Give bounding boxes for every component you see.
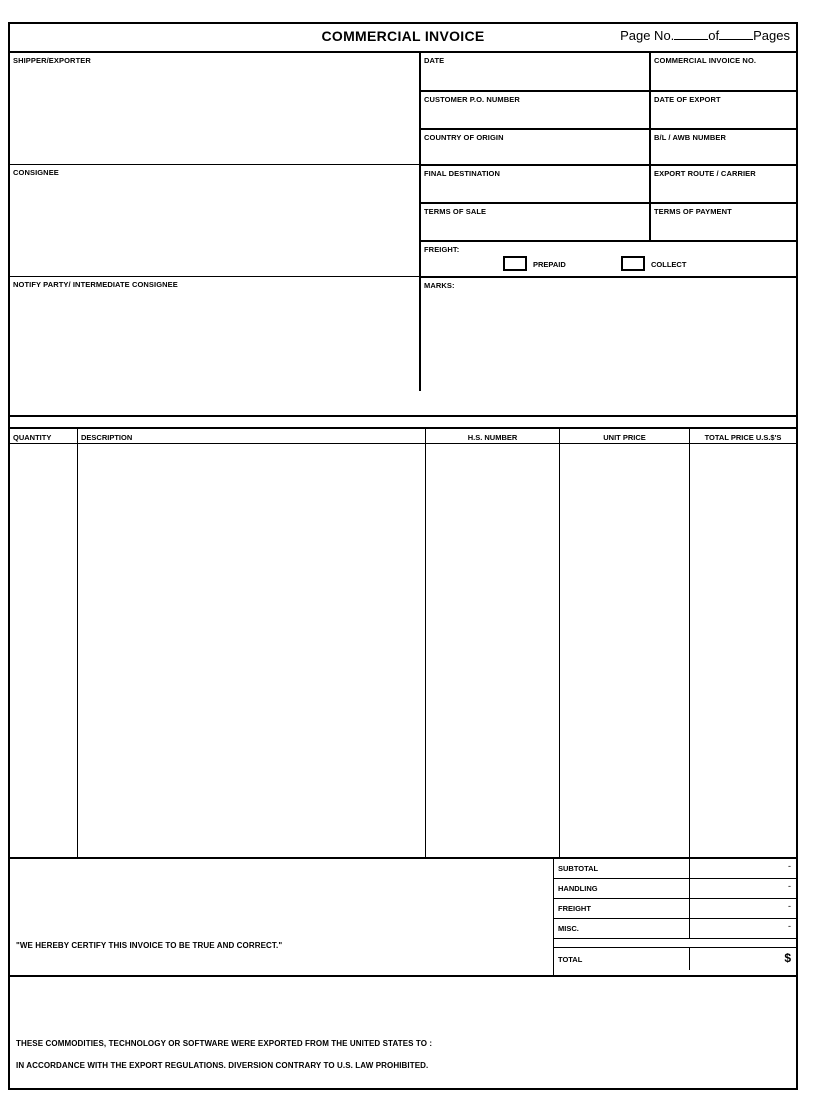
column-header-hs-number: H.S. NUMBER: [426, 429, 560, 444]
final-destination-field[interactable]: [420, 165, 650, 203]
form-header: [10, 24, 796, 53]
total-value[interactable]: $: [784, 951, 791, 965]
quantity-column-body[interactable]: [10, 444, 78, 859]
marks-label: MARKS:: [424, 281, 455, 290]
consignee-label: CONSIGNEE: [13, 168, 59, 177]
column-header-quantity: QUANTITY: [10, 429, 78, 444]
export-statement-line-2: IN ACCORDANCE WITH THE EXPORT REGULATIONS. DIVERSION CONTRARY TO U.S. LAW PROHIBITED.: [16, 1061, 429, 1070]
country-of-origin-label: COUNTRY OF ORIGIN: [424, 133, 504, 142]
export-route-carrier-label: EXPORT ROUTE / CARRIER: [654, 169, 756, 178]
column-header-unit-price: UNIT PRICE: [560, 429, 690, 444]
hs-number-column-body[interactable]: [426, 444, 560, 859]
freight-prepaid-checkbox[interactable]: [503, 256, 527, 271]
export-statement-block: [10, 977, 796, 1080]
totals-and-certification-block: [10, 859, 796, 977]
customer-po-label: CUSTOMER P.O. NUMBER: [424, 95, 520, 104]
invoice-number-label: COMMERCIAL INVOICE NO.: [654, 56, 757, 65]
export-statement-line-1: THESE COMMODITIES, TECHNOLOGY OR SOFTWARE WERE EXPORTED FROM THE UNITED STATES TO :: [16, 1039, 433, 1048]
bl-awb-number-label: B/L / AWB NUMBER: [654, 133, 727, 142]
handling-label: HANDLING: [554, 879, 690, 899]
terms-of-payment-field[interactable]: [650, 203, 796, 241]
freight-options: [421, 256, 796, 276]
misc-value[interactable]: -: [690, 919, 796, 939]
freight-prepaid-label: PREPAID: [533, 260, 566, 269]
page-number-field: [620, 28, 790, 43]
page-no-blank[interactable]: [674, 39, 708, 40]
misc-label: MISC.: [554, 919, 690, 939]
column-header-total-price: TOTAL PRICE U.S.$'S: [690, 429, 796, 444]
freight-terms-field: [420, 241, 796, 277]
date-field[interactable]: [420, 53, 650, 91]
customer-po-field[interactable]: [420, 91, 650, 129]
unit-price-column-body[interactable]: [560, 444, 690, 859]
date-of-export-field[interactable]: [650, 91, 796, 129]
export-route-carrier-field[interactable]: [650, 165, 796, 203]
freight-label: FREIGHT:: [424, 245, 460, 254]
invoice-form: [8, 22, 798, 1090]
notify-party-label: NOTIFY PARTY/ INTERMEDIATE CONSIGNEE: [13, 280, 178, 289]
final-destination-label: FINAL DESTINATION: [424, 169, 501, 178]
subtotal-value[interactable]: -: [690, 859, 796, 879]
total-price-column-body[interactable]: [690, 444, 796, 859]
pages-label: Pages: [753, 28, 790, 43]
page-no-label: Page No.: [620, 28, 675, 43]
freight-collect-label: COLLECT: [651, 260, 687, 269]
freight-collect-checkbox[interactable]: [621, 256, 645, 271]
marks-field[interactable]: [420, 277, 796, 391]
page-total-blank[interactable]: [719, 39, 753, 40]
freight-total-value[interactable]: -: [690, 899, 796, 919]
certification-box: [10, 859, 554, 977]
date-label: DATE: [424, 56, 445, 65]
freight-total-label: FREIGHT: [554, 899, 690, 919]
terms-of-sale-label: TERMS OF SALE: [424, 207, 487, 216]
bl-awb-number-field[interactable]: [650, 129, 796, 165]
totals-spacer: [554, 939, 796, 948]
description-column-body[interactable]: [78, 444, 426, 859]
subtotal-label: SUBTOTAL: [554, 859, 690, 879]
country-of-origin-field[interactable]: [420, 129, 650, 165]
section-separator: [10, 417, 796, 429]
page-title: COMMERCIAL INVOICE: [321, 28, 485, 44]
column-header-description: DESCRIPTION: [78, 429, 426, 444]
line-items-table: [10, 429, 796, 859]
shipper-exporter-label: SHIPPER/EXPORTER: [13, 56, 91, 65]
date-of-export-label: DATE OF EXPORT: [654, 95, 721, 104]
consignee-field[interactable]: [10, 165, 420, 277]
header-details-block: [10, 53, 796, 417]
total-label: TOTAL: [554, 948, 690, 970]
shipper-exporter-field[interactable]: [10, 53, 420, 165]
certification-statement: "WE HEREBY CERTIFY THIS INVOICE TO BE TRUE AND CORRECT.": [16, 941, 283, 950]
notify-party-field[interactable]: [10, 277, 420, 391]
handling-value[interactable]: -: [690, 879, 796, 899]
terms-of-payment-label: TERMS OF PAYMENT: [654, 207, 732, 216]
terms-of-sale-field[interactable]: [420, 203, 650, 241]
invoice-number-field[interactable]: [650, 53, 796, 91]
page-of-label: of: [708, 28, 720, 43]
